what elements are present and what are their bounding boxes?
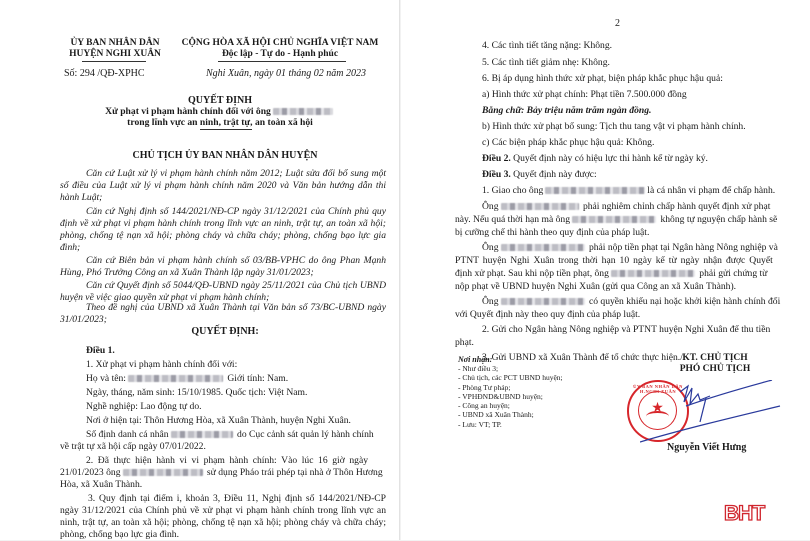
- document-subtitle-2: trong lĩnh vực an ninh, trật tự, an toàn xã hội: [127, 117, 313, 128]
- mitigating-circumstances: 5. Các tình tiết giảm nhẹ: Không.: [482, 57, 610, 68]
- redacted-name: [501, 298, 585, 305]
- article-3-p1: [482, 185, 775, 197]
- page-number: 2: [615, 18, 620, 29]
- motto-underline: [218, 61, 346, 62]
- redacted-name: [501, 244, 585, 251]
- text: phải nghiêm chỉnh chấp hành quyết định xử phạt: [582, 201, 771, 212]
- article-3-p3-line1: [482, 242, 778, 254]
- violation-date: 21/01/2023 ông: [60, 467, 121, 478]
- document-subtitle-1: [60, 106, 380, 117]
- redacted-name: [572, 216, 656, 223]
- article-3-p2-line2: [455, 214, 777, 226]
- authority-heading: CHỦ TỊCH ỦY BAN NHÂN DÂN HUYỆN: [132, 150, 318, 161]
- redacted-name: [545, 187, 645, 194]
- personal-id-row: [86, 429, 374, 441]
- signer-role-2: PHÓ CHỦ TỊCH: [679, 364, 751, 374]
- issue-date: Nghi Xuân, ngày 01 tháng 02 năm 2023: [206, 68, 366, 79]
- text: định xử phạt. Sau khi nộp tiền phạt, ông: [455, 268, 609, 279]
- document-page-1: [0, 0, 400, 540]
- article-1-item-1: 1. Xử phạt vi phạm hành chính đối với:: [86, 359, 238, 370]
- redacted-id: [171, 431, 233, 438]
- recipient-item: - Chủ tịch, các PCT UBND huyện;: [458, 373, 563, 383]
- preamble-5: Theo đề nghị của UBND xã Xuân Thành tại Văn bản số 73/BC-UBND ngày 31/01/2023;: [60, 302, 386, 325]
- document-title: QUYẾT ĐỊNH: [188, 95, 252, 106]
- article-1-item-3: 3. Quy định tại điểm i, khoản 3, Điều 11, Nghị định số 144/2021/NĐ-CP ngày 31/12/2021 của Chính phủ về xử phạt vi phạm hành chính trong lĩnh vực an ninh, trật tự, an toàn xã hội; phòng, chống tệ nạn xã hội; phòng cháy và chữa cháy; phòng, chống bạo lực gia đình.: [60, 493, 386, 540]
- article-1-heading: Điều 1.: [86, 345, 115, 356]
- issuer-line2: HUYỆN NGHI XUÂN: [69, 49, 161, 59]
- star-icon: ★: [651, 401, 664, 416]
- recipient-item: - Lưu: VT; TP.: [458, 419, 502, 429]
- article-2-label: Điều 2.: [482, 153, 511, 164]
- recipients-list: [458, 364, 563, 429]
- amount-in-words: Bằng chữ: Bảy triệu năm trăm ngàn đồng.: [482, 105, 652, 116]
- offender-name-row: [86, 373, 288, 385]
- article-1-item-2-line2: [60, 467, 383, 479]
- article-3-label: Điều 3.: [482, 169, 511, 180]
- decision-heading: QUYẾT ĐỊNH:: [191, 326, 259, 337]
- address: Nơi ở hiện tại: Thôn Hương Hòa, xã Xuân Thành, huyện Nghi Xuân.: [86, 415, 351, 426]
- remedial-measures: c) Các biện pháp khắc phục hậu quả: Không.: [482, 137, 655, 148]
- aggravating-circumstances: 4. Các tình tiết tăng nặng: Không.: [482, 40, 613, 51]
- recipient-item: - VPHĐND&UBND huyện;: [458, 391, 543, 401]
- article-3-item-2-line1: 2. Gửi cho Ngân hàng Nông nghiệp và PTNT huyện Nghi Xuân để thu tiền: [482, 324, 771, 335]
- violation-text: sử dụng Pháo trái phép tại nhà ở Thôn Hương: [206, 467, 383, 478]
- national-header: [180, 38, 380, 60]
- article-3-p3-line4: nộp phạt về UBND huyện Nghi Xuân (gửi qua Công an xã Xuân Thành).: [455, 281, 737, 292]
- preamble-4: Căn cứ Quyết định số 5044/QĐ-UBND ngày 25/11/2021 của Chủ tịch UBND huyện về việc giao quyền xử phạt vi phạm hành chính;: [60, 280, 386, 303]
- text: phải gửi chứng từ: [699, 268, 768, 279]
- occupation: Nghề nghiệp: Lao động tự do.: [86, 401, 202, 412]
- preamble-3: Căn cứ Biên bản vi phạm hành chính số 03/BB-VPHC do ông Phan Mạnh Hùng, Phó Trưởng Công an xã Xuân Thành lập ngày 31/01/2023;: [60, 255, 386, 278]
- additional-penalty: b) Hình thức xử phạt bổ sung: Tịch thu tang vật vi phạm hành chính.: [482, 121, 746, 132]
- article-1-item-2-line3: Hòa, xã Xuân Thành.: [60, 479, 143, 490]
- redacted-name: [611, 270, 695, 277]
- preamble-1: Căn cứ Luật xử lý vi phạm hành chính năm 2012; Luật sửa đổi bổ sung một số điều của Luật xử lý vi phạm hành chính năm 2020 và Văn bản hướng dẫn thi hành Luật;: [60, 168, 386, 203]
- recipient-item: - Như điều 3;: [458, 364, 499, 373]
- document-number: Số: 294 /QĐ-XPHC: [64, 68, 145, 79]
- article-3-p3-line3: [455, 268, 767, 280]
- national-motto: Độc lập - Tự do - Hạnh phúc: [221, 49, 339, 59]
- document-page-2: [401, 0, 810, 540]
- text: Ông: [482, 296, 499, 307]
- country-name: CỘNG HÒA XÃ HỘI CHỦ NGHĨA VIỆT NAM: [181, 38, 379, 48]
- article-3-p2-line3: bị cưỡng chế thi hành theo quy định của pháp luật.: [455, 227, 650, 238]
- article-2: [482, 153, 708, 165]
- article-3-item-2-line2: phạt.: [455, 337, 474, 348]
- main-penalty: a) Hình thức xử phạt chính: Phạt tiền 7.500.000 đồng: [482, 89, 687, 100]
- article-3-text: Quyết định này được:: [510, 169, 597, 180]
- signature-title: [660, 353, 770, 375]
- gender: Giới tính: Nam.: [227, 373, 289, 384]
- text: phải nộp tiền phạt tại Ngân hàng Nông nghiệp và: [588, 242, 778, 253]
- recipient-item: - UBND xã Xuân Thành;: [458, 410, 534, 420]
- recipients-heading: Nơi nhận:: [458, 355, 493, 364]
- name-label: Họ và tên:: [86, 373, 126, 384]
- signer-name: Nguyễn Viết Hưng: [667, 442, 747, 453]
- redacted-name: [501, 203, 579, 210]
- article-3-p4-line2: với Quyết định này theo quy định của pháp luật.: [455, 309, 641, 320]
- penalty-measures: 6. Bị áp dụng hình thức xử phạt, biện pháp khắc phục hậu quả:: [482, 73, 723, 84]
- signer-role-1: KT. CHỦ TỊCH: [682, 353, 748, 363]
- preamble-2: Căn cứ Nghị định số 144/2021/NĐ-CP ngày 31/12/2021 của Chính phủ quy định về xử phạt vi phạm hành chính trong lĩnh vực an ninh, trật tự, an toàn xã hội; phòng, chống tệ nạn xã hội; phòng cháy và chữa cháy; phòng, chống bạo lực gia đình;: [60, 206, 386, 253]
- article-3-p2-line1: [482, 201, 770, 213]
- text: Ông: [482, 201, 499, 212]
- text: có quyền khiếu nại hoặc khởi kiện hành chính đối: [588, 296, 781, 307]
- redacted-name: [128, 375, 223, 382]
- stamp-text: ỦY BAN NHÂN DÂN H.NGHI XUÂN: [633, 384, 683, 394]
- article-1-item-2-line1: 2. Đã thực hiện hành vi vi phạm hành chính: Vào lúc 16 giờ ngày: [86, 455, 369, 466]
- text: không tự nguyện chấp hành sẽ: [660, 214, 778, 225]
- subtitle-underline: [200, 129, 252, 130]
- subtitle-text: Xử phạt vi phạm hành chính đối với ông: [105, 106, 271, 117]
- id-issue-date: về trật tự xã hội cấp ngày 07/01/2022.: [60, 441, 206, 452]
- issuer-name: [60, 38, 170, 60]
- article-3-p4-line1: [482, 296, 780, 308]
- signature-scribble: [640, 380, 790, 450]
- date-of-birth: Ngày, tháng, năm sinh: 15/10/1985. Quốc tịch: Việt Nam.: [86, 387, 308, 398]
- redacted-name: [273, 108, 333, 115]
- text: Ông: [482, 242, 499, 253]
- bht-watermark-logo: BHT: [724, 502, 765, 525]
- issuer-underline: [82, 61, 146, 62]
- recipient-item: - Công an huyện;: [458, 401, 510, 411]
- recipient-item: - Phòng Tư pháp;: [458, 382, 511, 392]
- id-issuer: do Cục cảnh sát quản lý hành chính: [237, 429, 374, 440]
- article-3: [482, 169, 597, 181]
- id-label: Số định danh cá nhân: [86, 429, 169, 440]
- text: này. Nếu quá thời hạn mà ông: [455, 214, 571, 225]
- issuer-line1: ỦY BAN NHÂN DÂN: [70, 38, 160, 48]
- redacted-name: [123, 469, 203, 476]
- article-3-p3-line2: PTNT huyện Nghi Xuân trong thời hạn 10 ngày kể từ ngày nhận được Quyết: [455, 255, 773, 266]
- text: là cá nhân vi phạm để chấp hành.: [647, 185, 776, 196]
- text: 1. Giao cho ông: [482, 185, 544, 196]
- article-2-text: Quyết định này có hiệu lực thi hành kể từ ngày ký.: [510, 153, 708, 164]
- article-3-item-3: 3. Gửi UBND xã Xuân Thành để tổ chức thực hiện./.: [482, 352, 686, 363]
